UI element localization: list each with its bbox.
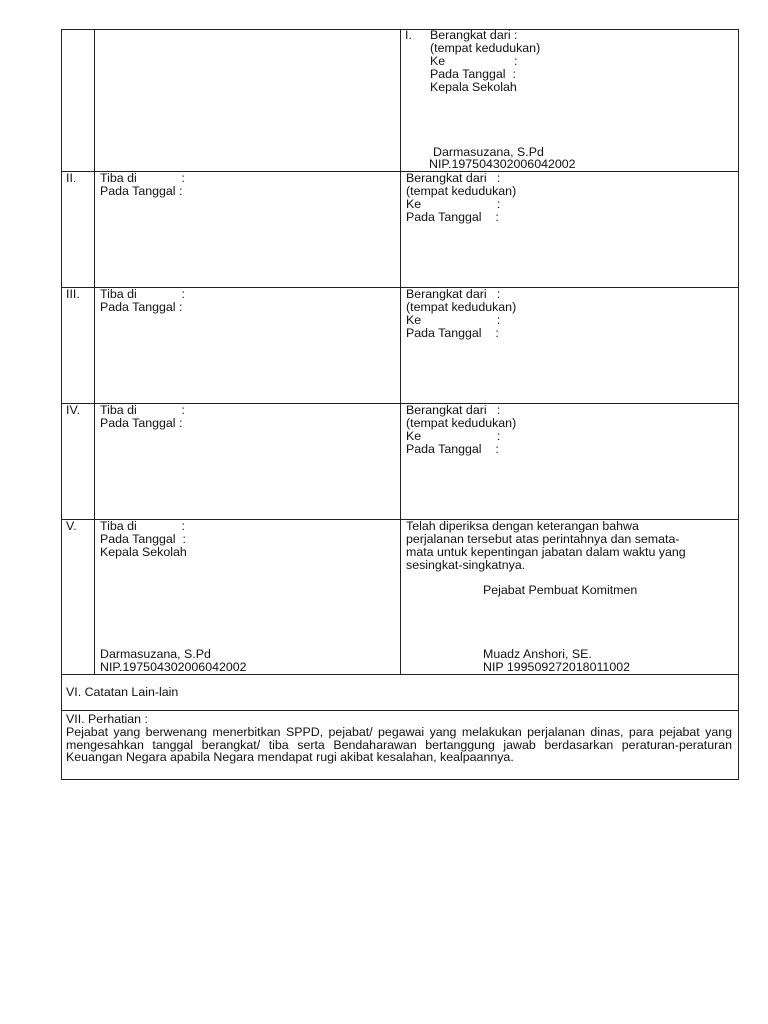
- section-i-to: Ke :: [430, 54, 518, 68]
- statement-line-2: perjalanan tersebut atas perintahnya dan semata-: [406, 532, 680, 546]
- section-v-arrive: Tiba di :: [100, 519, 185, 533]
- section-iii-place: (tempat kedudukan): [406, 300, 517, 314]
- section-iv-depart-from: Berangkat dari :: [406, 403, 501, 417]
- section-i-place: (tempat kedudukan): [430, 41, 541, 55]
- commitment-official-name: Muadz Anshori, SE.: [483, 647, 592, 661]
- section-iii-arrive: Tiba di :: [100, 287, 185, 301]
- numeral-column-divider: [94, 29, 95, 675]
- statement-line-4: sesingkat-singkatnya.: [406, 558, 526, 572]
- section-i-date: Pada Tanggal :: [430, 67, 516, 81]
- section-v-official-title: Kepala Sekolah: [100, 545, 187, 559]
- section-iii-date: Pada Tanggal :: [406, 326, 499, 340]
- section-ii-to: Ke :: [406, 197, 501, 211]
- section-ii-depart-from: Berangkat dari :: [406, 171, 501, 185]
- section-v-numeral: V.: [66, 519, 77, 533]
- section-vi-label: VI. Catatan Lain-lain: [66, 685, 179, 699]
- section-ii-numeral: II.: [66, 171, 77, 185]
- commitment-official-nip: NIP 199509272018011002: [483, 660, 630, 674]
- section-ii-arrive-date: Pada Tanggal :: [100, 184, 183, 198]
- section-i-depart-from: Berangkat dari :: [430, 28, 518, 42]
- section-iii-depart-from: Berangkat dari :: [406, 287, 501, 301]
- section-vii-label: VII. Perhatian :: [66, 712, 148, 726]
- statement-line-3: mata untuk kepentingan jabatan dalam waktu yang: [406, 545, 686, 559]
- statement-line-1: Telah diperiksa dengan keterangan bahwa: [406, 519, 639, 533]
- section-ii-date: Pada Tanggal :: [406, 210, 499, 224]
- section-ii-place: (tempat kedudukan): [406, 184, 517, 198]
- section-v-signer-name: Darmasuzana, S.Pd: [100, 647, 211, 661]
- section-iii-to: Ke :: [406, 313, 501, 327]
- table-bottom-border: [61, 779, 739, 780]
- section-i-signer-nip: NIP.197504302006042002: [429, 157, 576, 171]
- section-i-official-title: Kepala Sekolah: [430, 80, 517, 94]
- section-i-signer-name: Darmasuzana, S.Pd: [433, 145, 544, 159]
- table-left-border: [61, 29, 62, 780]
- row-divider-vi-vii: [61, 710, 739, 711]
- section-vii-notice-text: Pejabat yang berwenang menerbitkan SPPD, pejabat/ pegawai yang melakukan perjalanan dinas, para pejabat yang mengesahkan tanggal berangkat/ tiba serta Bendaharawan bertanggung jawab berdasarkan peraturan-peraturan Keuangan Negara apabila Negara mendapat rugi akibat kesalahan, kealpaannya.: [66, 725, 732, 765]
- commitment-official-title: Pejabat Pembuat Komitmen: [483, 583, 638, 597]
- section-iv-arrive: Tiba di :: [100, 403, 185, 417]
- section-iv-to: Ke :: [406, 429, 501, 443]
- section-iv-place: (tempat kedudukan): [406, 416, 517, 430]
- table-right-border: [738, 29, 739, 780]
- section-v-arrive-date: Pada Tanggal :: [100, 532, 186, 546]
- section-iv-numeral: IV.: [66, 403, 81, 417]
- section-iv-arrive-date: Pada Tanggal :: [100, 416, 183, 430]
- section-iv-date: Pada Tanggal :: [406, 442, 499, 456]
- middle-column-divider: [400, 29, 401, 675]
- section-iii-numeral: III.: [66, 287, 80, 301]
- section-ii-arrive: Tiba di :: [100, 171, 185, 185]
- section-i-numeral: I.: [405, 28, 412, 42]
- section-iii-arrive-date: Pada Tanggal :: [100, 300, 183, 314]
- section-v-signer-nip: NIP.197504302006042002: [100, 660, 247, 674]
